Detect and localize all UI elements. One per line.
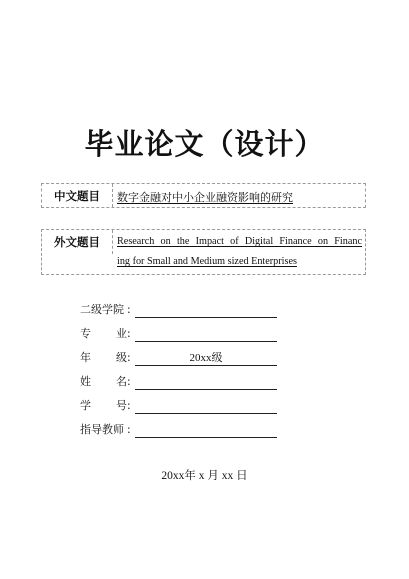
field-college-line: [135, 317, 277, 318]
field-advisor-label: 指导教师: [80, 423, 124, 436]
field-major-line: [135, 341, 277, 342]
field-name-label: 姓名: [80, 375, 127, 388]
thesis-title: 毕业论文（设计）: [84, 127, 325, 161]
foreign-title-line-1: Research on the Impact of Digital Finance on Financ: [117, 236, 362, 247]
field-college-label: 二级学院: [80, 303, 124, 316]
chinese-title-label: 中文题目: [42, 184, 113, 207]
submission-date: 20xx年 x 月 xx 日: [161, 470, 248, 482]
foreign-title-box: [41, 229, 366, 275]
field-major-label: 专业: [80, 327, 127, 340]
chinese-title-box: [41, 183, 366, 208]
field-advisor-line: [135, 437, 277, 438]
chinese-title-value: 数字金融对中小企业融资影响的研究: [117, 191, 293, 204]
field-student-id-line: [135, 413, 277, 414]
field-name-line: [135, 389, 277, 390]
foreign-title-label: 外文题目: [42, 230, 113, 254]
foreign-title-line-2: ing for Small and Medium sized Enterprises: [117, 256, 297, 267]
foreign-title-value: [117, 232, 362, 272]
field-student-id-label: 学号: [80, 399, 127, 412]
field-grade-line: [135, 365, 277, 366]
field-grade-label: 年级: [80, 351, 127, 364]
field-grade-value: 20xx级: [189, 352, 223, 364]
